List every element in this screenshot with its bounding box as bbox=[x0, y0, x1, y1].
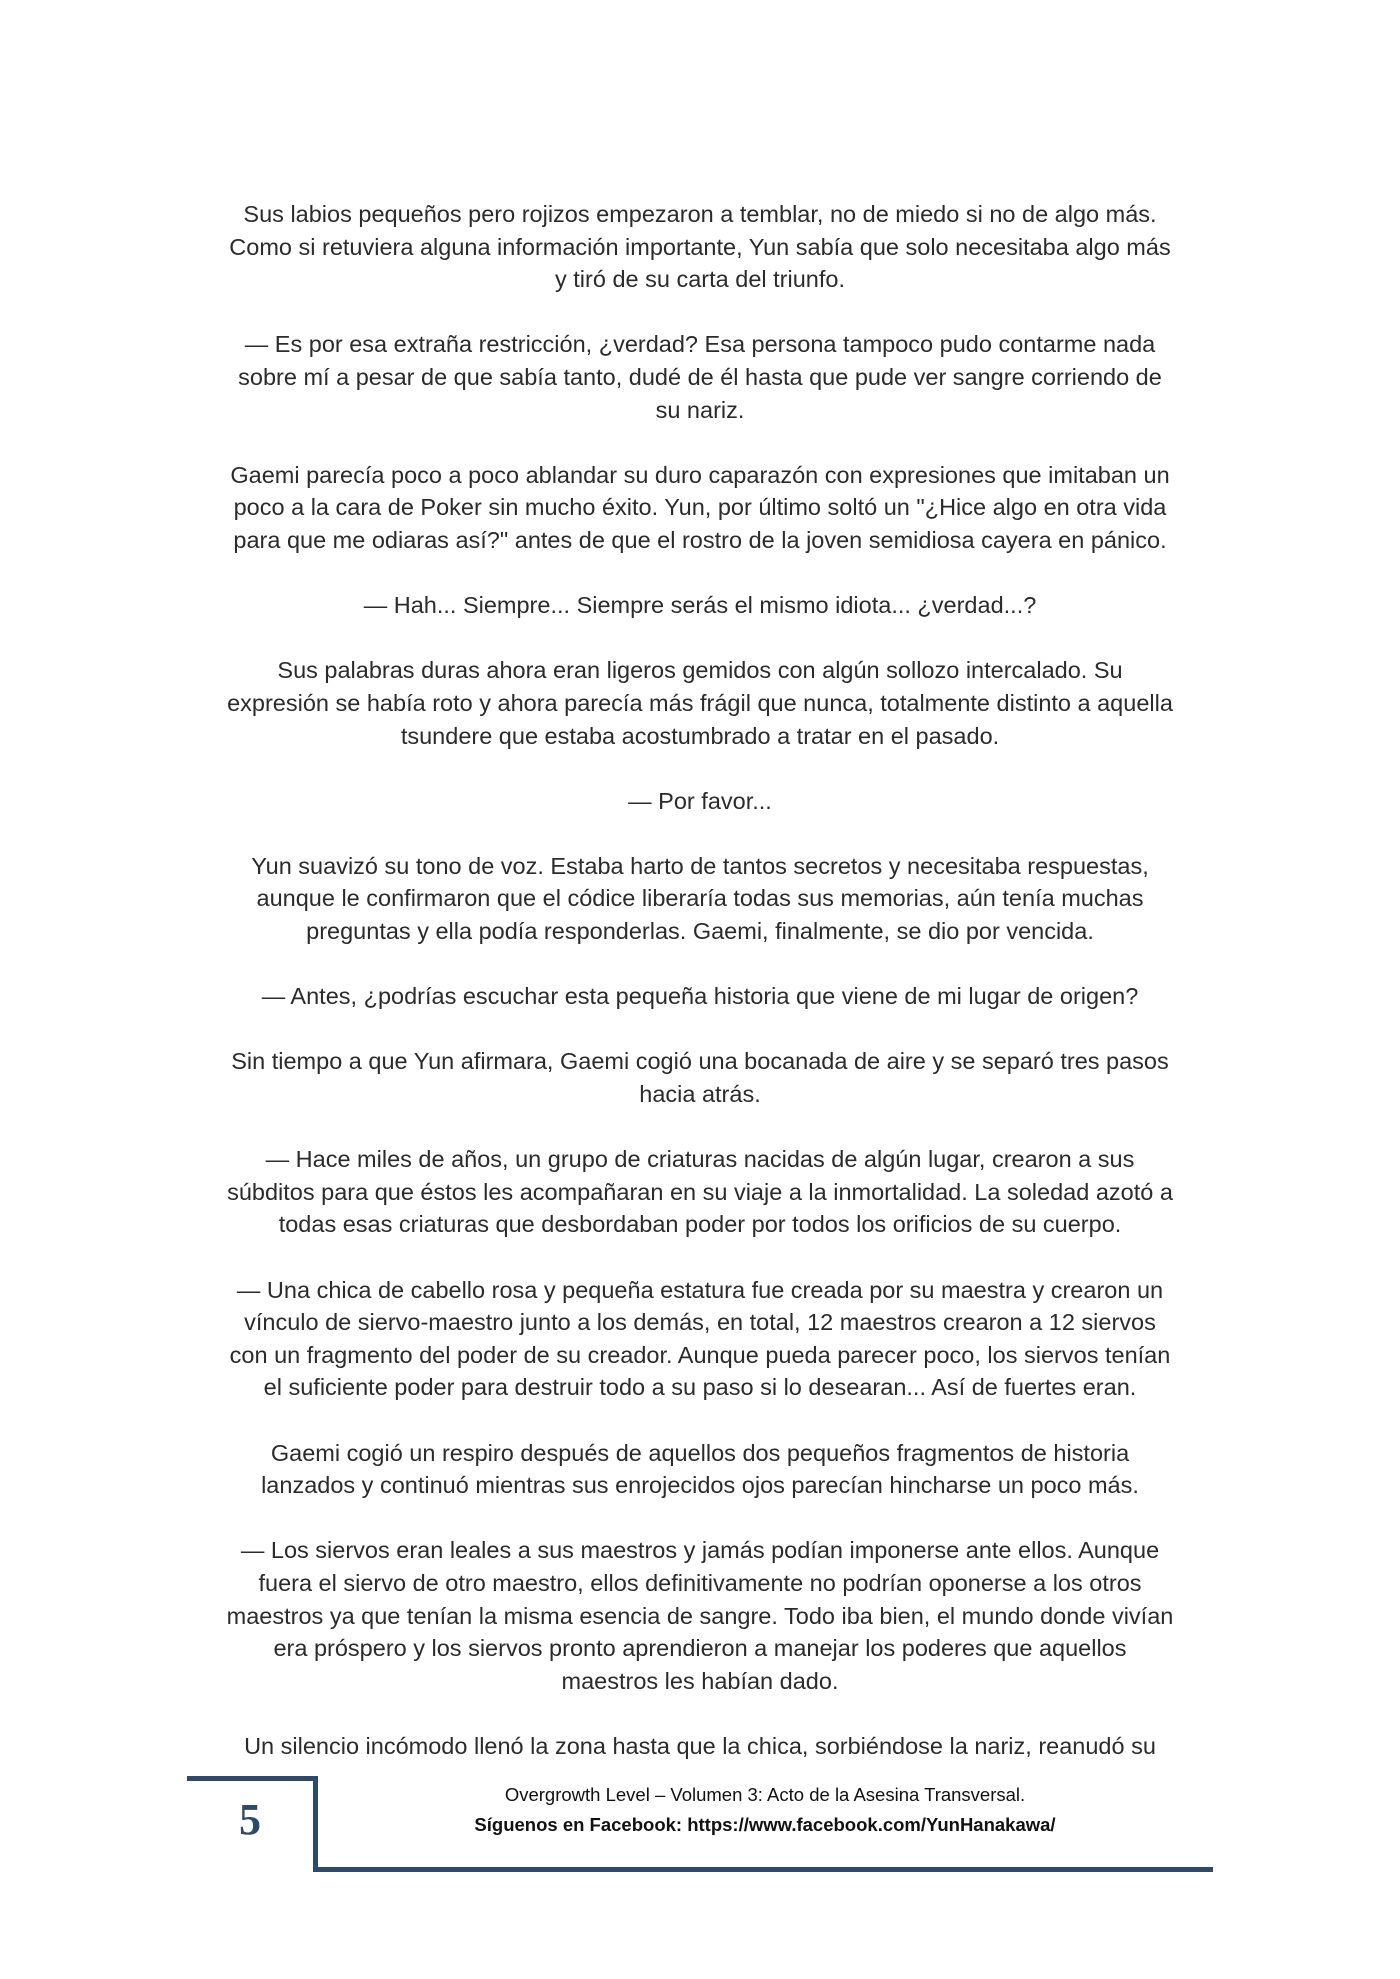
paragraph: Gaemi parecía poco a poco ablandar su duro caparazón con expresiones que imitaban un poco a la cara de Poker sin mucho éxito. Yun, por último soltó un "¿Hice algo en otra vida para que me odiaras así?" antes de que el rostro de la joven semidiosa cayera en pánico. bbox=[230, 461, 1170, 553]
paragraph: Sus palabras duras ahora eran ligeros gemidos con algún sollozo intercalado. Su expresión se había roto y ahora parecía más frágil que nunca, totalmente distinto a aquella tsundere que estaba acostumbrado a tratar en el pasado. bbox=[227, 657, 1173, 749]
paragraph: — Antes, ¿podrías escuchar esta pequeña historia que viene de mi lugar de origen? bbox=[261, 983, 1139, 1010]
paragraph: — Una chica de cabello rosa y pequeña estatura fue creada por su maestra y crearon un vínculo de siervo-maestro junto a los demás, en total, 12 maestros crearon a 12 siervos con un fragmento del poder de su creador. Aunque pueda parecer poco, los siervos tenían el suficiente poder para destruir todo a su paso si lo desearan... Así de fuertes eran. bbox=[229, 1276, 1171, 1401]
paragraph: — Hace miles de años, un grupo de criaturas nacidas de algún lugar, crearon a sus súbditos para que éstos les acompañaran en su viaje a la inmortalidad. La soledad azotó a todas esas criaturas que desbordaban poder por todos los orificios de su cuerpo. bbox=[227, 1146, 1173, 1238]
paragraph: Un silencio incómodo llenó la zona hasta que la chica, sorbiéndose la nariz, reanudó su bbox=[244, 1732, 1156, 1759]
paragraph: — Por favor... bbox=[628, 787, 772, 814]
paragraph: — Es por esa extraña restricción, ¿verdad? Esa persona tampoco pudo contarme nada sobre mí a pesar de que sabía tanto, dudé de él hasta que pude ver sangre corriendo de su nariz. bbox=[238, 331, 1162, 423]
footer-rule-divider bbox=[313, 1776, 318, 1872]
paragraph: — Los siervos eran leales a sus maestros y jamás podían imponerse ante ellos. Aunque fuera el siervo de otro maestro, ellos definitivamente no podrían oponerse a los otros maestros ya que tenían la misma esencia de sangre. Todo iba bien, el mundo donde vivían era próspero y los siervos pronto aprendieron a manejar los poderes que aquellos maestros les habían dado. bbox=[226, 1537, 1174, 1694]
page-number: 5 bbox=[239, 1795, 261, 1844]
page-body bbox=[195, 198, 1205, 1763]
paragraph: Sin tiempo a que Yun afirmara, Gaemi cogió una bocanada de aire y se separó tres pasos hacia atrás. bbox=[231, 1048, 1169, 1108]
paragraph: — Hah... Siempre... Siempre serás el mismo idiota... ¿verdad...? bbox=[363, 592, 1037, 619]
footer-rule-bottom bbox=[313, 1867, 1213, 1872]
footer-social-link[interactable]: Síguenos en Facebook: https://www.facebook.com/YunHanakawa/ bbox=[474, 1814, 1056, 1835]
footer-book-title: Overgrowth Level – Volumen 3: Acto de la Asesina Transversal. bbox=[504, 1784, 1026, 1805]
paragraph: Yun suavizó su tono de voz. Estaba harto de tantos secretos y necesitaba respuestas, aunque le confirmaron que el códice liberaría todas sus memorias, aún tenía muchas preguntas y ella podía responderlas. Gaemi, finalmente, se dio por vencida. bbox=[251, 852, 1149, 945]
paragraph: Gaemi cogió un respiro después de aquellos dos pequeños fragmentos de historia lanzados y continuó mientras sus enrojecidos ojos parecían hincharse un poco más. bbox=[261, 1439, 1139, 1499]
footer-rule-top bbox=[187, 1776, 317, 1781]
paragraph: Sus labios pequeños pero rojizos empezaron a temblar, no de miedo si no de algo más. Como si retuviera alguna información importante, Yun sabía que solo necesitaba algo más y tiró de su carta del triunfo. bbox=[229, 201, 1171, 293]
footer bbox=[330, 1780, 1200, 1840]
